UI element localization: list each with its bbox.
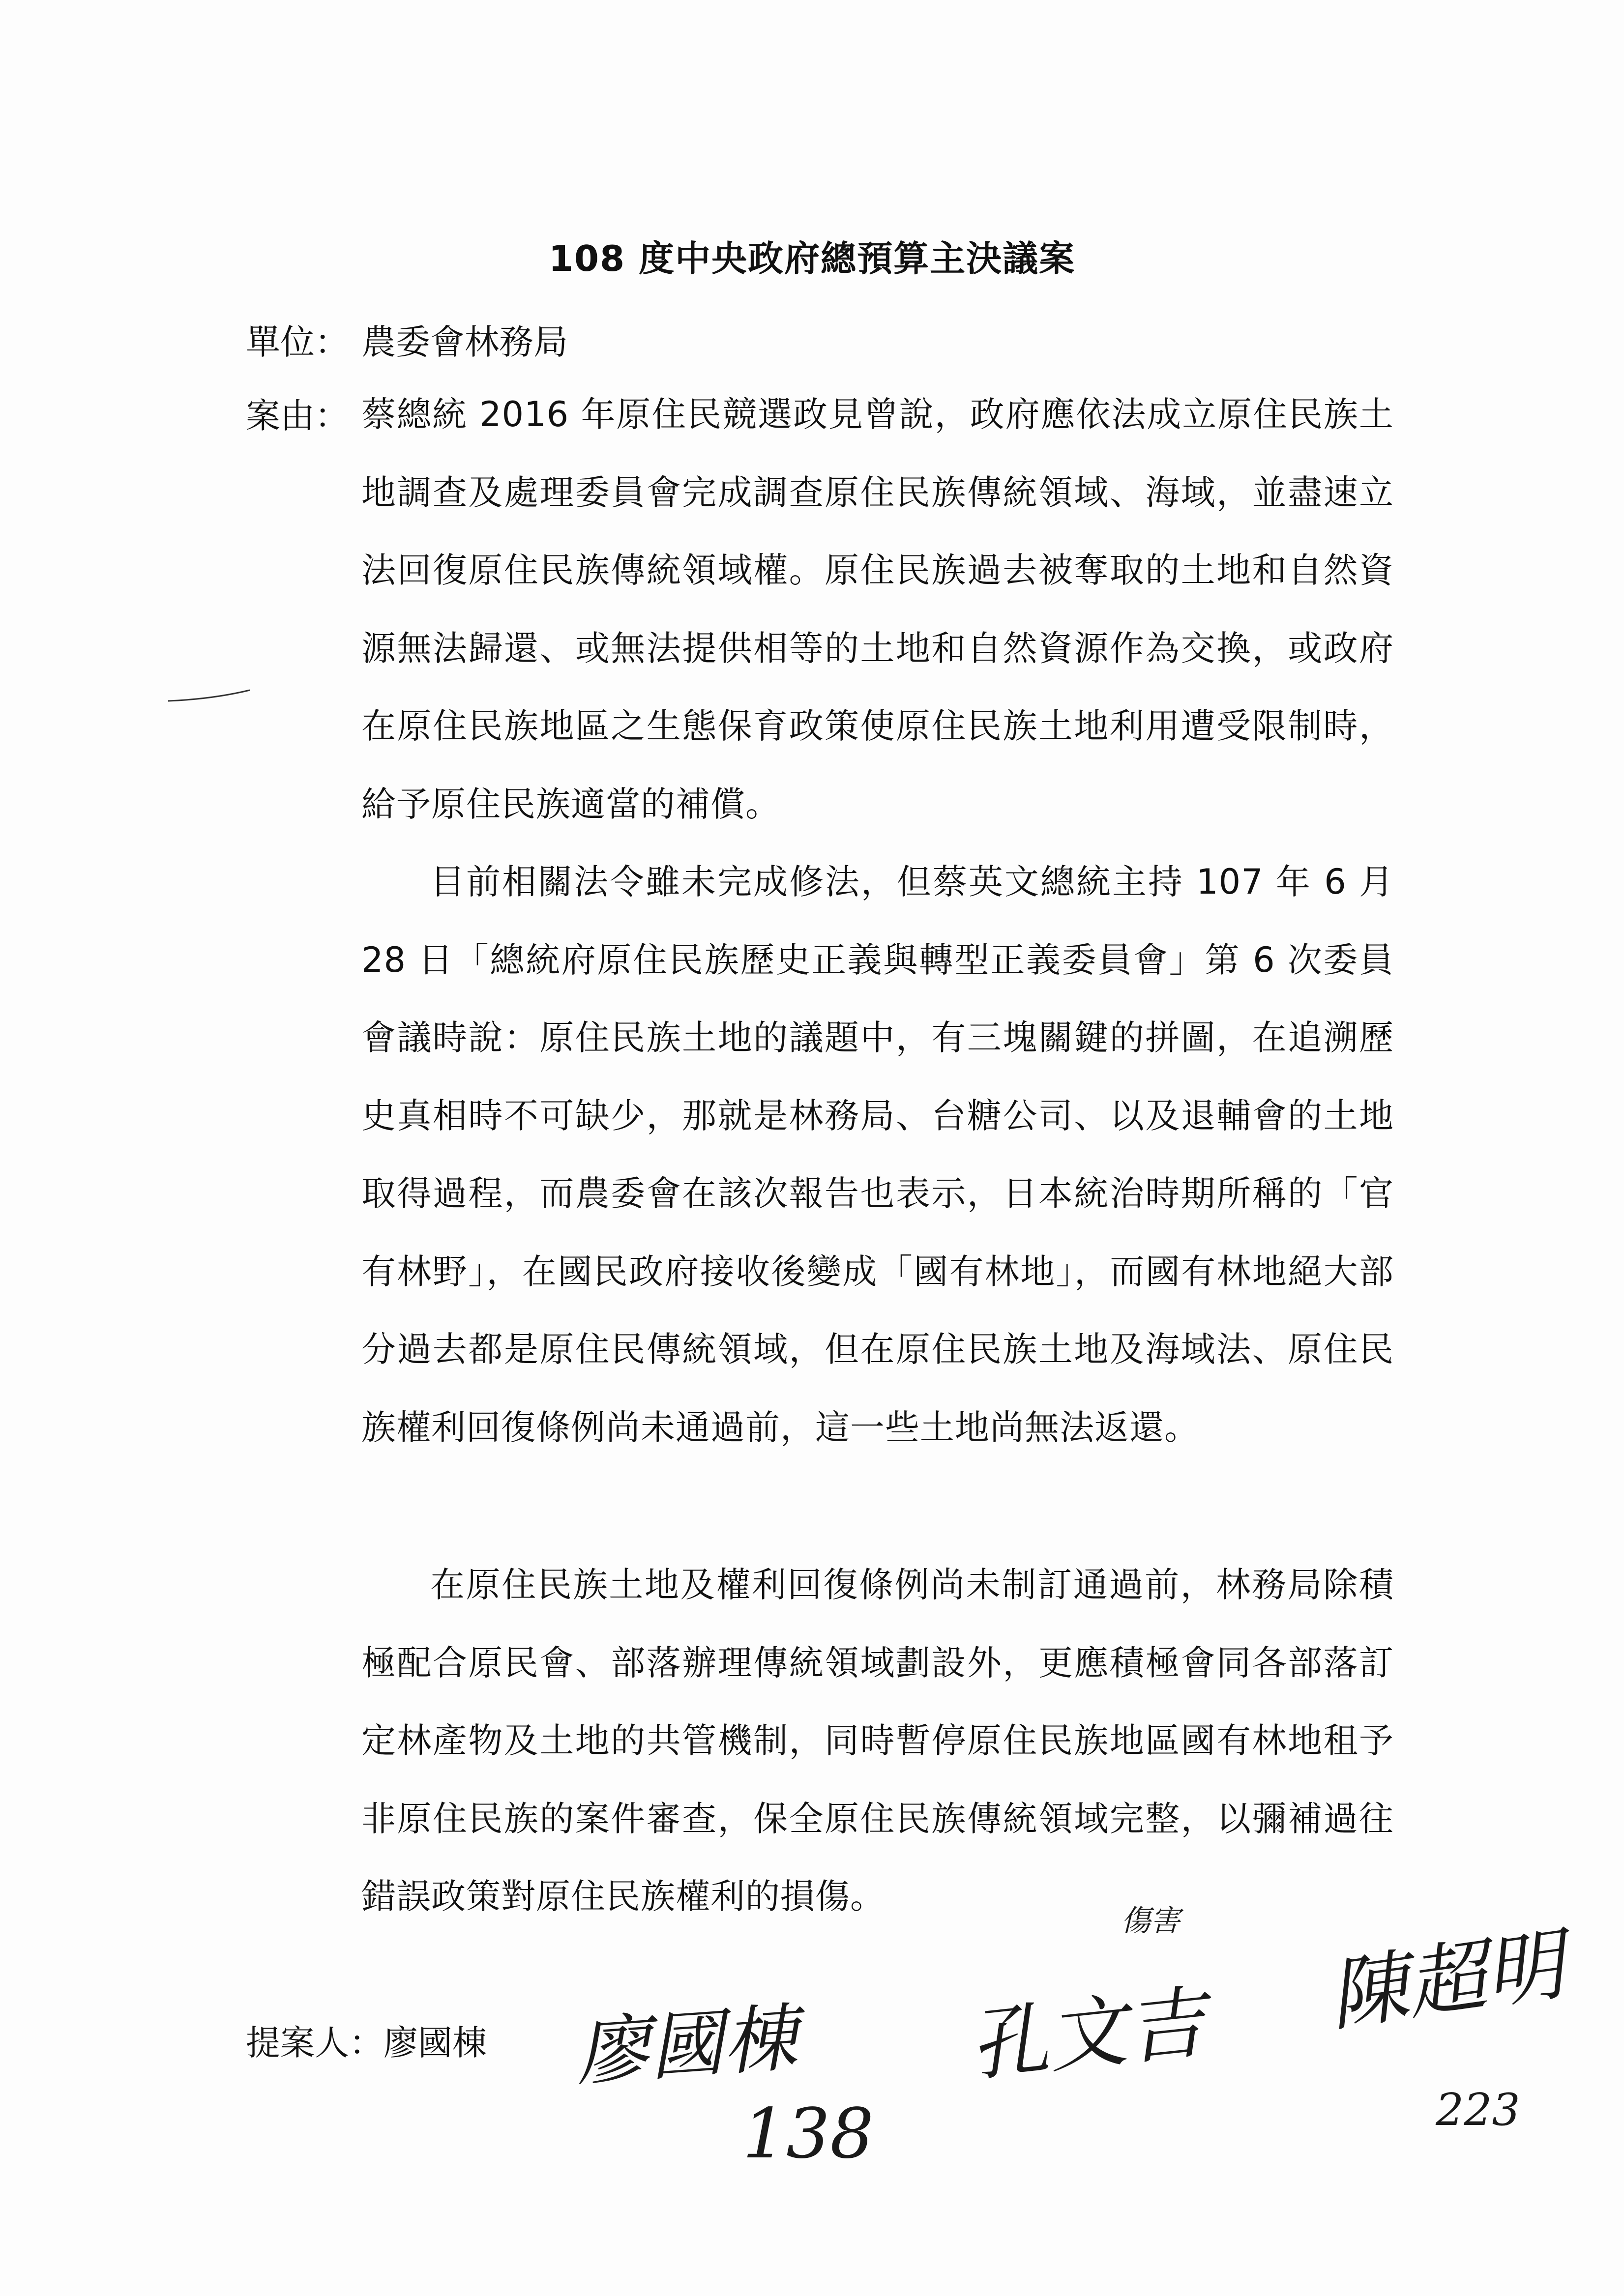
unit-value: 農委會林務局	[361, 322, 568, 362]
paragraph-1: 蔡總統 2016 年原住民競選政見曾說，政府應依法成立原住民族土地調查及處理委員會完成調查原住民族傳統領域、海域，並盡速立法回復原住民族傳統領域權。原住民族過去被奪取的土地和自然資源無法歸還、或無法提供相等的土地和自然資源作為交換，或政府在原住民族地區之生態保育政策使原住民族土地利用遭受限制時，給予原住民族適當的補償。	[361, 394, 1394, 824]
paragraph-2: 目前相關法令雖未完成修法，但蔡英文總統主持 107 年 6 月 28 日「總統府原住民族歷史正義與轉型正義委員會」第 6 次委員會議時說：原住民族土地的議題中，有三塊關鍵的拼圖，在追溯歷史真相時不可缺少，那就是林務局、台糖公司、以及退輔會的土地取得過程，而農委會在該次報告也表示，日本統治時期所稱的「官有林野」，在國民政府接收後變成「國有林地」，而國有林地絕大部分過去都是原住民傳統領域，但在原住民族土地及海域法、原住民族權利回復條例尚未通過前，這一些土地尚無法返還。	[361, 862, 1394, 1448]
signature-2: 孔文吉	[965, 1976, 1210, 2093]
proposer-row	[246, 2015, 487, 2065]
signature-3: 陳超明	[1323, 1918, 1570, 2042]
reason-label: 案由：	[246, 396, 349, 436]
margin-pen-mark	[167, 688, 251, 703]
correction-note: 傷害	[1121, 1904, 1180, 1938]
proposer-label: 提案人：	[246, 2023, 384, 2063]
signature-1-number: 138	[742, 2094, 874, 2174]
signature-1: 廖國棟	[573, 1995, 800, 2096]
paragraph-3: 在原住民族土地及權利回復條例尚未制訂通過前，林務局除積極配合原民會、部落辦理傳統領域劃設外，更應積極會同各部落訂定林產物及土地的共管機制，同時暫停原住民族地區國有林地租予非原住民族的案件審查，保全原住民族傳統領域完整，以彌補過往錯誤政策對原住民族權利的損傷。	[361, 1565, 1394, 1917]
document-title: 108 度中央政府總預算主決議案	[548, 238, 1076, 279]
proposer-name: 廖國棟	[384, 2023, 487, 2063]
unit-label: 單位：	[246, 322, 349, 362]
signature-3-number: 223	[1436, 2084, 1520, 2136]
